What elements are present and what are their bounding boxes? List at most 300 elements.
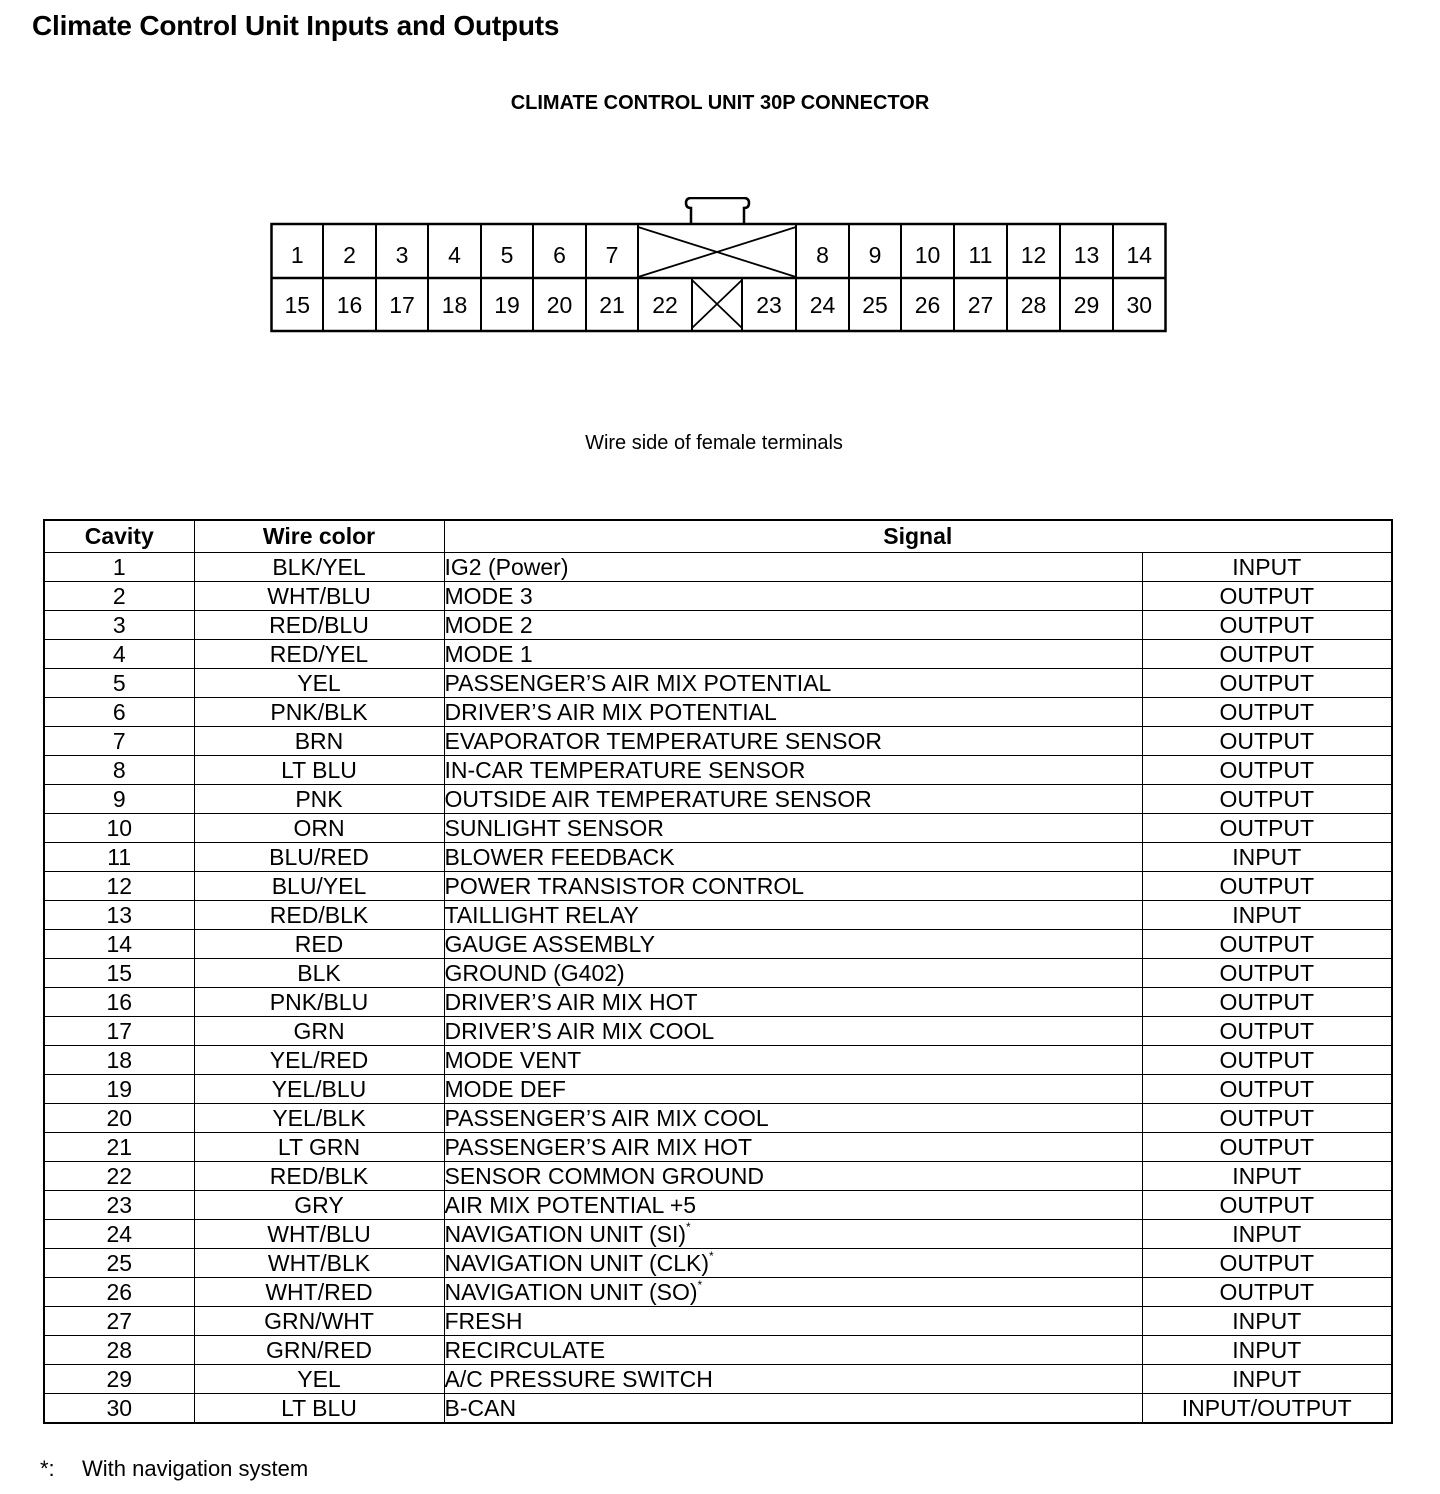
cell-wire-color-text: ORN [293,815,345,841]
cell-cavity [44,1017,194,1046]
cell-cavity-text: 2 [112,583,126,609]
cell-signal-text: MODE DEF [444,1076,566,1102]
cell-signal [444,959,1142,988]
cell-wire-color [194,872,444,901]
cell-signal-text: PASSENGER’S AIR MIX POTENTIAL [444,670,832,696]
wire-side-caption: Wire side of female terminals [585,432,843,454]
table-row [44,930,1392,959]
cell-cavity [44,553,194,582]
cell-cavity [44,1075,194,1104]
cell-signal [444,727,1142,756]
cell-signal-text: NAVIGATION UNIT (SI) [444,1221,687,1247]
cell-wire-color [194,1162,444,1191]
cell-cavity [44,582,194,611]
cell-direction-text: OUTPUT [1219,699,1315,725]
cell-cavity [44,1365,194,1394]
cell-cavity [44,959,194,988]
cell-direction-text: INPUT [1232,554,1302,580]
cell-direction [1142,1191,1392,1220]
cell-direction [1142,1307,1392,1336]
cell-direction [1142,1162,1392,1191]
cell-direction-text: OUTPUT [1219,1076,1315,1102]
cavity-number: 13 [1073,242,1100,268]
cell-cavity-text: 27 [106,1308,133,1334]
cell-signal-text: DRIVER’S AIR MIX POTENTIAL [444,699,777,725]
cell-wire-color-text: YEL/BLU [271,1076,367,1102]
cell-wire-color [194,582,444,611]
table-row [44,582,1392,611]
cell-cavity [44,843,194,872]
cell-cavity-text: 11 [107,844,132,870]
cell-wire-color [194,553,444,582]
cell-direction-text: OUTPUT [1219,728,1315,754]
cell-signal-text: PASSENGER’S AIR MIX COOL [444,1105,769,1131]
navigation-note-mark: * [709,1249,714,1263]
cell-direction-text: OUTPUT [1219,1279,1315,1305]
cell-direction-text: OUTPUT [1219,1018,1315,1044]
cavity-number: 29 [1073,292,1100,318]
cell-wire-color [194,1365,444,1394]
cell-cavity [44,1191,194,1220]
cell-cavity [44,756,194,785]
cell-wire-color-text: GRN [293,1018,345,1044]
cell-signal-text: B-CAN [444,1395,517,1421]
cell-wire-color-text: RED/BLK [269,902,369,928]
cell-direction-text: OUTPUT [1219,815,1315,841]
cell-wire-color-text: PNK/BLK [270,699,368,725]
cavity-number: 27 [967,292,994,318]
cavity-number: 1 [290,242,304,268]
cell-wire-color [194,814,444,843]
cell-signal-text: DRIVER’S AIR MIX COOL [444,1018,715,1044]
cell-signal [444,1394,1142,1424]
cell-cavity-text: 14 [106,931,133,957]
cell-wire-color [194,756,444,785]
cell-signal-text: NAVIGATION UNIT (SO) [444,1279,698,1305]
cell-direction-text: OUTPUT [1219,931,1315,957]
cell-signal [444,1162,1142,1191]
cell-wire-color [194,727,444,756]
connector-diagram [270,197,1167,333]
cell-cavity-text: 19 [106,1076,133,1102]
cell-cavity-text: 1 [112,554,126,580]
header-cavity: Cavity [44,520,194,553]
cell-wire-color [194,785,444,814]
cell-cavity-text: 13 [106,902,133,928]
cell-signal-text: MODE 2 [444,612,533,638]
cell-cavity [44,640,194,669]
cell-signal-text: BLOWER FEEDBACK [444,844,675,870]
cell-cavity [44,1046,194,1075]
connector-svg [270,197,1167,333]
table-row [44,1017,1392,1046]
cell-cavity [44,901,194,930]
cell-signal [444,1104,1142,1133]
header-wire-color: Wire color [194,520,444,553]
cell-wire-color-text: LT GRN [277,1134,361,1160]
cell-signal-text: MODE 3 [444,583,533,609]
cell-cavity-text: 12 [106,873,133,899]
cell-cavity [44,988,194,1017]
cell-signal [444,1133,1142,1162]
table-row [44,611,1392,640]
cell-direction [1142,988,1392,1017]
cavity-number: 23 [756,292,782,318]
cell-cavity [44,1162,194,1191]
cell-cavity [44,1133,194,1162]
cell-cavity-text: 7 [112,728,126,754]
cell-signal [444,756,1142,785]
cell-signal-text: IG2 (Power) [444,554,569,580]
cell-signal [444,1046,1142,1075]
cell-signal [444,1075,1142,1104]
cell-direction [1142,553,1392,582]
cell-wire-color [194,1249,444,1278]
cell-direction [1142,669,1392,698]
cell-direction [1142,756,1392,785]
cell-wire-color-text: RED/BLU [269,612,369,638]
cell-direction-text: INPUT [1232,1337,1302,1363]
cell-direction-text: OUTPUT [1219,786,1315,812]
cavity-number: 18 [441,292,468,318]
cavity-number: 5 [500,242,514,268]
cell-wire-color-text: WHT/BLU [267,1221,371,1247]
cell-wire-color [194,1104,444,1133]
table-row [44,814,1392,843]
cell-signal-text: RECIRCULATE [444,1337,606,1363]
cell-signal [444,1365,1142,1394]
cell-cavity [44,1278,194,1307]
cell-wire-color-text: RED/BLK [269,1163,369,1189]
cell-signal-text: MODE 1 [444,641,533,667]
cell-direction-text: INPUT [1232,1308,1302,1334]
cell-wire-color [194,901,444,930]
cavity-number: 17 [389,292,415,318]
cell-direction [1142,1104,1392,1133]
cell-cavity-text: 20 [106,1105,133,1131]
cell-cavity-text: 8 [112,757,126,783]
cell-wire-color [194,1133,444,1162]
cell-direction [1142,698,1392,727]
footnote-mark: *: [40,1456,55,1481]
cell-wire-color-text: YEL [297,670,341,696]
cell-signal-text: SENSOR COMMON GROUND [444,1163,764,1189]
cell-direction [1142,1249,1392,1278]
cell-cavity [44,930,194,959]
table-row [44,1394,1392,1424]
connector-lock-tab [686,198,749,224]
cell-signal-text: IN-CAR TEMPERATURE SENSOR [444,757,806,783]
table-row [44,901,1392,930]
cell-cavity-text: 16 [106,989,133,1015]
cell-wire-color-text: RED [294,931,344,957]
cell-signal-text: FRESH [444,1308,523,1334]
cell-wire-color-text: GRN/WHT [264,1308,374,1334]
cell-cavity-text: 28 [106,1337,133,1363]
cell-signal-text: NAVIGATION UNIT (CLK) [444,1250,710,1276]
cell-wire-color-text: GRY [294,1192,344,1218]
navigation-note-mark: * [697,1278,703,1292]
table-row [44,1278,1392,1307]
cell-wire-color [194,930,444,959]
cavity-number: 14 [1126,242,1153,268]
cell-direction [1142,872,1392,901]
cavity-number: 25 [862,292,888,318]
table-row [44,959,1392,988]
cell-wire-color-text: WHT/BLU [267,583,371,609]
cell-direction-text: INPUT/OUTPUT [1181,1395,1352,1421]
cell-cavity [44,1104,194,1133]
footnote [40,1456,308,1482]
table-header-row [44,520,1392,553]
cell-direction-text: INPUT [1232,1366,1302,1392]
cell-direction [1142,1046,1392,1075]
cell-signal [444,872,1142,901]
cell-cavity [44,872,194,901]
table-row [44,1104,1392,1133]
table-row [44,988,1392,1017]
cell-cavity-text: 4 [112,641,126,667]
header-signal: Signal [444,520,1392,553]
footnote-text: With navigation system [82,1456,309,1481]
cell-cavity-text: 3 [112,612,126,638]
cavity-number: 24 [809,292,836,318]
cell-wire-color [194,1017,444,1046]
cell-cavity-text: 22 [106,1163,133,1189]
cell-wire-color [194,1336,444,1365]
cavity-number: 4 [448,242,461,268]
cell-wire-color [194,698,444,727]
cell-wire-color [194,1220,444,1249]
cell-cavity-text: 30 [106,1395,133,1421]
cell-signal-text: AIR MIX POTENTIAL +5 [444,1192,697,1218]
cavity-number: 15 [284,292,311,318]
cavity-number: 11 [968,242,993,268]
cell-signal [444,988,1142,1017]
cavity-number: 3 [395,242,409,268]
cell-wire-color [194,1394,444,1424]
cell-wire-color-text: PNK [295,786,343,812]
cell-signal [444,640,1142,669]
cell-direction [1142,1017,1392,1046]
cell-direction-text: INPUT [1232,1163,1302,1189]
cell-wire-color [194,640,444,669]
table-row [44,1249,1392,1278]
cell-wire-color [194,1191,444,1220]
cell-signal [444,901,1142,930]
cell-direction-text: OUTPUT [1219,960,1315,986]
cell-wire-color [194,988,444,1017]
cell-wire-color [194,1075,444,1104]
cell-direction [1142,785,1392,814]
cell-signal [444,1336,1142,1365]
cell-signal [444,1220,1142,1249]
cell-direction [1142,843,1392,872]
cell-cavity-text: 29 [106,1366,133,1392]
cell-wire-color-text: BLU/YEL [271,873,367,899]
table-row [44,553,1392,582]
cell-wire-color-text: BLK/YEL [272,554,366,580]
cell-cavity-text: 10 [106,815,133,841]
cell-cavity-text: 23 [106,1192,133,1218]
cell-direction-text: OUTPUT [1219,641,1315,667]
cell-direction-text: INPUT [1232,844,1302,870]
cell-direction [1142,1365,1392,1394]
cavity-number: 28 [1020,292,1047,318]
cell-cavity-text: 25 [106,1250,133,1276]
table-row [44,1307,1392,1336]
cell-wire-color-text: LT BLU [281,1395,357,1421]
cell-cavity-text: 26 [106,1279,133,1305]
cell-cavity-text: 21 [106,1134,133,1160]
navigation-note-mark: * [686,1220,691,1234]
cell-signal [444,814,1142,843]
cell-wire-color-text: WHT/BLK [267,1250,371,1276]
cell-signal-text: POWER TRANSISTOR CONTROL [444,873,805,899]
cell-cavity [44,698,194,727]
cell-cavity [44,611,194,640]
cell-direction-text: OUTPUT [1219,757,1315,783]
pinout-table [43,519,1393,1424]
cell-signal-text: EVAPORATOR TEMPERATURE SENSOR [444,728,883,754]
cavity-number: 20 [546,292,573,318]
cell-signal [444,553,1142,582]
cell-wire-color [194,669,444,698]
cavity-number: 7 [605,242,619,268]
cell-direction-text: OUTPUT [1219,1105,1315,1131]
cell-signal [444,669,1142,698]
cell-direction [1142,582,1392,611]
cell-direction [1142,959,1392,988]
cell-direction [1142,930,1392,959]
cell-signal-text: A/C PRESSURE SWITCH [444,1366,713,1392]
table-row [44,698,1392,727]
cell-direction [1142,901,1392,930]
cell-signal [444,1017,1142,1046]
cell-signal-text: PASSENGER’S AIR MIX HOT [444,1134,753,1160]
cell-wire-color [194,1278,444,1307]
cell-signal-text: TAILLIGHT RELAY [444,902,639,928]
cell-cavity-text: 9 [112,786,126,812]
cell-wire-color [194,1307,444,1336]
cavity-number: 30 [1126,292,1153,318]
cavity-number: 12 [1020,242,1047,268]
cell-direction [1142,1220,1392,1249]
table-row [44,640,1392,669]
cell-wire-color-text: BRN [294,728,344,754]
cell-direction [1142,640,1392,669]
cell-signal [444,1249,1142,1278]
table-row [44,756,1392,785]
page-title: Climate Control Unit Inputs and Outputs [32,10,560,41]
cell-direction-text: OUTPUT [1219,873,1315,899]
cell-signal [444,698,1142,727]
table-row [44,1075,1392,1104]
table-row [44,727,1392,756]
cell-direction [1142,1133,1392,1162]
table-row [44,1133,1392,1162]
cell-direction [1142,1336,1392,1365]
cavity-number: 22 [652,292,678,318]
cell-signal [444,1307,1142,1336]
cell-direction [1142,1394,1392,1424]
cell-cavity-text: 6 [112,699,126,725]
table-row [44,1162,1392,1191]
cell-direction [1142,1075,1392,1104]
cell-cavity-text: 24 [106,1221,133,1247]
cell-direction-text: OUTPUT [1219,1047,1315,1073]
cell-direction-text: OUTPUT [1219,1250,1315,1276]
cell-cavity [44,669,194,698]
cell-wire-color [194,959,444,988]
cavity-number: 26 [914,292,941,318]
cell-cavity [44,1336,194,1365]
cell-signal [444,843,1142,872]
cell-direction-text: INPUT [1232,902,1302,928]
cell-wire-color-text: PNK/BLU [269,989,369,1015]
cell-cavity [44,1394,194,1424]
table-row [44,1191,1392,1220]
table-row [44,843,1392,872]
cell-wire-color-text: GRN/RED [265,1337,373,1363]
table-row [44,785,1392,814]
cell-cavity [44,1249,194,1278]
cell-wire-color-text: BLU/RED [269,844,369,870]
cell-wire-color [194,843,444,872]
cavity-number: 10 [914,242,941,268]
cell-wire-color [194,1046,444,1075]
cell-wire-color-text: WHT/RED [265,1279,373,1305]
cell-wire-color-text: YEL/BLK [272,1105,366,1131]
cell-signal-text: DRIVER’S AIR MIX HOT [444,989,698,1015]
cavity-number: 19 [494,292,520,318]
cell-direction-text: OUTPUT [1219,1134,1315,1160]
cell-cavity-text: 15 [106,960,133,986]
cell-cavity [44,814,194,843]
cell-direction-text: OUTPUT [1219,612,1315,638]
cell-signal [444,1278,1142,1307]
cell-wire-color-text: RED/YEL [269,641,369,667]
cell-wire-color [194,611,444,640]
cell-direction [1142,727,1392,756]
cell-signal-text: OUTSIDE AIR TEMPERATURE SENSOR [444,786,872,812]
cell-cavity-text: 18 [106,1047,133,1073]
cell-direction [1142,611,1392,640]
cell-cavity [44,1307,194,1336]
cell-signal-text: GROUND (G402) [444,960,625,986]
cell-direction [1142,1278,1392,1307]
cell-direction [1142,814,1392,843]
cell-signal [444,611,1142,640]
cell-cavity [44,727,194,756]
cell-signal-text: SUNLIGHT SENSOR [444,815,664,841]
table-row [44,1220,1392,1249]
table-row [44,872,1392,901]
cell-direction-text: OUTPUT [1219,1192,1315,1218]
cell-signal-text: GAUGE ASSEMBLY [444,931,655,957]
cavity-number: 8 [816,242,829,268]
cell-signal [444,785,1142,814]
cavity-number: 9 [868,242,882,268]
table-row [44,669,1392,698]
table-row [44,1365,1392,1394]
cell-cavity-text: 5 [112,670,126,696]
cavity-number: 16 [336,292,363,318]
cell-signal [444,930,1142,959]
cell-direction-text: OUTPUT [1219,583,1315,609]
cell-wire-color-text: BLK [297,960,341,986]
cell-cavity [44,1220,194,1249]
